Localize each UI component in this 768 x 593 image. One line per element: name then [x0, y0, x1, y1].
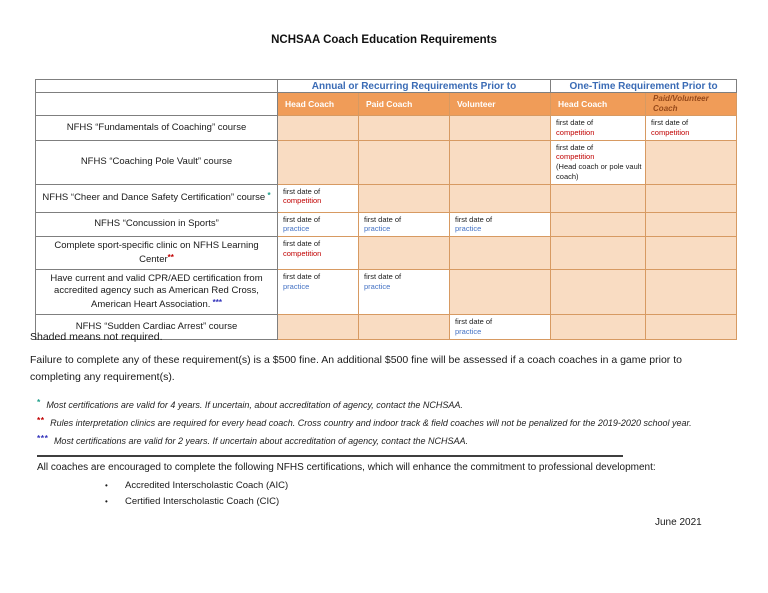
- bullet-icon: •: [105, 481, 108, 491]
- bullet-icon: •: [105, 497, 108, 507]
- cell-text: first date of: [455, 317, 493, 326]
- fine-note: Failure to complete any of these requirement(s) is a $500 fine. An additional $500 fine will be assessed if a coach coaches in a game prior to completing any requirement(s).: [30, 354, 682, 383]
- column-header-cell: Head Coach: [278, 93, 359, 116]
- requirement-cell: [646, 212, 737, 237]
- requirement-cell: [278, 116, 359, 141]
- row-label-cell: [36, 237, 278, 270]
- encouragement-intro: All coaches are encouraged to complete the following NFHS certifications, which will enhance the commitment to professional development:: [37, 462, 656, 474]
- shaded-note: Shaded means not required.: [30, 331, 163, 343]
- table-header-group-row: [36, 80, 737, 93]
- table-row: [36, 140, 737, 184]
- row-label: NFHS “Fundamentals of Coaching” course: [66, 121, 247, 133]
- table-corner-cell: [36, 93, 278, 116]
- requirement-cell: [278, 140, 359, 184]
- cell-text: first date of: [283, 186, 321, 196]
- cell-text: practice: [364, 224, 391, 234]
- requirement-cell: [646, 116, 737, 141]
- cell-text: competition: [556, 152, 595, 162]
- group-header-one-time: One-Time Requirement Prior to: [551, 80, 737, 93]
- footnote-marker: ***: [37, 433, 49, 444]
- requirement-cell: [646, 184, 737, 212]
- cell-text: practice: [283, 224, 310, 234]
- certification-list: [105, 480, 742, 507]
- requirement-cell: [646, 237, 737, 270]
- table-header: [36, 80, 737, 116]
- row-label-cell: [36, 184, 278, 212]
- footnote-text: Most certifications are valid for 4 years. If uncertain, about accreditation of agency, contact the NCHSAA.: [43, 399, 463, 410]
- requirement-cell: [551, 270, 646, 315]
- row-label: NFHS “Sudden Cardiac Arrest” course: [75, 320, 238, 332]
- cell-text: first date of: [556, 142, 594, 152]
- table-row: [36, 184, 737, 212]
- cell-text: practice: [455, 224, 482, 234]
- footnote-marker: *: [37, 396, 41, 407]
- table-corner-cell: [36, 80, 278, 93]
- table-body: [36, 116, 737, 340]
- footnote-text: Most certifications are valid for 2 years. If uncertain about accreditation of agency, contact the NCHSAA.: [51, 436, 468, 447]
- requirement-cell: [450, 212, 551, 237]
- requirement-cell: [646, 140, 737, 184]
- requirement-cell: [359, 116, 450, 141]
- list-item-label: Certified Interscholastic Coach (CIC): [125, 496, 280, 508]
- footnote-item: [37, 415, 742, 429]
- column-header-cell: Head Coach: [551, 93, 646, 116]
- group-header-annual: Annual or Recurring Requirements Prior to: [278, 80, 551, 93]
- column-header-cell: Volunteer: [450, 93, 551, 116]
- cell-text: first date of: [364, 214, 402, 224]
- requirement-cell: [278, 212, 359, 237]
- cell-text: first date of: [283, 272, 321, 281]
- table-row: [36, 237, 737, 270]
- requirement-cell: [551, 237, 646, 270]
- label-footnote-marker: ***: [210, 297, 222, 307]
- table-row: [36, 212, 737, 237]
- requirement-cell: [359, 270, 450, 315]
- list-item-label: Accredited Interscholastic Coach (AIC): [125, 480, 289, 492]
- cell-text: competition: [651, 127, 690, 137]
- cell-text: first date of: [455, 214, 493, 224]
- cell-text: first date of: [556, 118, 594, 127]
- cell-text: practice: [364, 281, 391, 291]
- footnote-text: Rules interpretation clinics are required for every head coach. Cross country and indoor track & field coaches will not be penalized for the 2019-2020 school year.: [47, 417, 692, 428]
- row-label: NFHS “Cheer and Dance Safety Certification” course: [42, 192, 266, 204]
- divider-line: [37, 455, 623, 457]
- page-title: NCHSAA Coach Education Requirements: [271, 34, 497, 46]
- requirement-cell: [359, 212, 450, 237]
- table-row: [36, 270, 737, 315]
- requirements-table: [35, 79, 737, 340]
- row-label-cell: [36, 212, 278, 237]
- requirement-cell: [646, 270, 737, 315]
- requirement-cell: [551, 116, 646, 141]
- table-header-column-row: [36, 93, 737, 116]
- cell-text: competition: [556, 127, 595, 137]
- row-label-cell: [36, 116, 278, 141]
- row-label-cell: [36, 270, 278, 315]
- requirement-cell: [359, 184, 450, 212]
- requirement-cell: [359, 140, 450, 184]
- column-header-cell: Paid/Volunteer Coach: [646, 93, 737, 116]
- requirement-cell: [450, 184, 551, 212]
- requirement-cell: [551, 212, 646, 237]
- cell-text: practice: [283, 281, 310, 291]
- requirement-cell: [450, 116, 551, 141]
- column-header-cell: Paid Coach: [359, 93, 450, 116]
- requirement-cell: [450, 140, 551, 184]
- row-label: Have current and valid CPR/AED certification from accredited agency such as American Red Cross, American Heart Association.: [50, 272, 263, 310]
- requirement-cell: [278, 184, 359, 212]
- list-item: [105, 480, 742, 491]
- cell-text: first date of: [364, 272, 402, 281]
- row-label: Complete sport-specific clinic on NFHS Learning Center: [54, 240, 259, 265]
- requirement-cell: [278, 270, 359, 315]
- cell-text: first date of: [283, 214, 321, 224]
- requirement-cell: [359, 237, 450, 270]
- footnotes: [37, 397, 742, 448]
- requirement-cell: [551, 184, 646, 212]
- requirement-cell: [551, 140, 646, 184]
- row-label: NFHS “Coaching Pole Vault” course: [80, 155, 233, 167]
- cell-text: first date of: [283, 239, 321, 248]
- requirement-cell: [450, 270, 551, 315]
- footnote-item: [37, 397, 742, 411]
- row-label: NFHS “Concussion in Sports”: [94, 218, 219, 230]
- table-row: [36, 116, 737, 141]
- row-label-cell: [36, 140, 278, 184]
- label-footnote-marker: *: [265, 191, 271, 201]
- date-label: June 2021: [655, 517, 702, 528]
- cell-text: competition: [283, 248, 322, 258]
- footnote-item: [37, 433, 742, 447]
- list-item: [105, 496, 742, 507]
- cell-text: first date of: [651, 118, 689, 127]
- requirement-cell: [450, 237, 551, 270]
- label-footnote-marker: **: [167, 252, 174, 262]
- footnote-marker: **: [37, 414, 45, 425]
- requirement-cell: [278, 237, 359, 270]
- cell-text: competition: [283, 196, 322, 206]
- notes-section: [30, 331, 742, 512]
- cell-text: practice: [455, 326, 482, 336]
- cell-text: (Head coach or pole vault coach): [556, 162, 642, 181]
